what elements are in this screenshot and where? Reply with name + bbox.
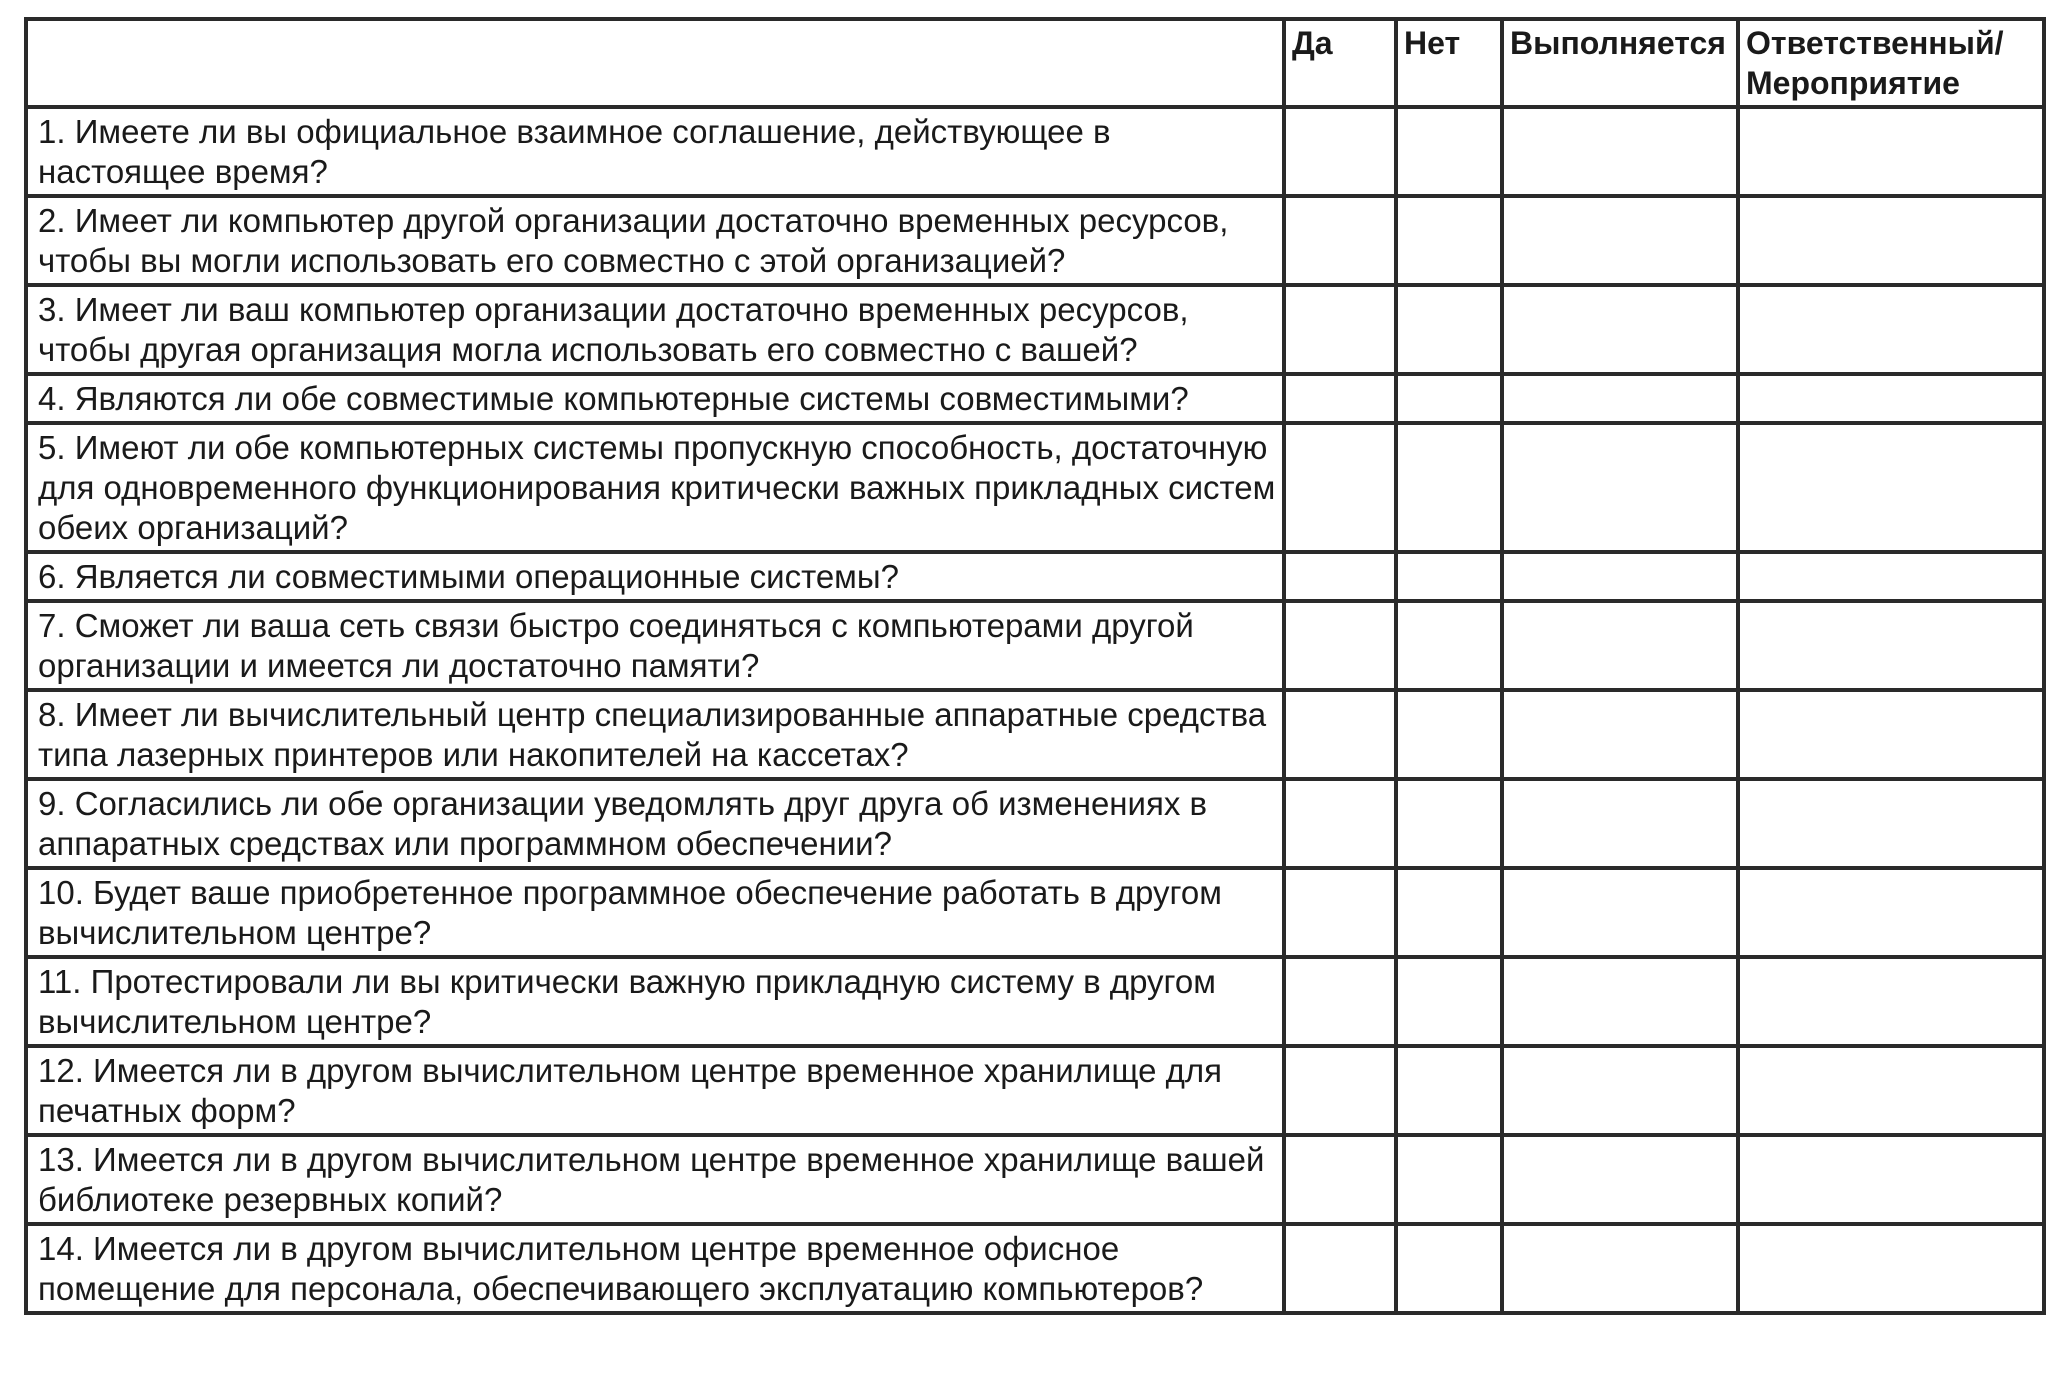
question-cell: 11. Протестировали ли вы критически важную прикладную систему в другом вычислительном центре? xyxy=(26,957,1284,1046)
no-cell[interactable] xyxy=(1396,374,1502,423)
table-row xyxy=(26,107,2044,196)
header-yes: Да xyxy=(1284,19,1396,107)
yes-cell[interactable] xyxy=(1284,423,1396,552)
question-cell: 14. Имеется ли в другом вычислительном центре временное офисное помещение для персонала, обеспечивающего эксплуатацию компьютеров? xyxy=(26,1224,1284,1313)
yes-cell[interactable] xyxy=(1284,196,1396,285)
table-row xyxy=(26,957,2044,1046)
no-cell[interactable] xyxy=(1396,196,1502,285)
table-row xyxy=(26,1224,2044,1313)
question-cell: 7. Сможет ли ваша сеть связи быстро соединяться с компьютерами другой организации и имеется ли достаточно памяти? xyxy=(26,601,1284,690)
responsible-cell[interactable] xyxy=(1738,868,2044,957)
no-cell[interactable] xyxy=(1396,1224,1502,1313)
table-row xyxy=(26,285,2044,374)
in-progress-cell[interactable] xyxy=(1502,1224,1738,1313)
question-cell: 2. Имеет ли компьютер другой организации достаточно временных ресурсов, чтобы вы могли использовать его совместно с этой организацией? xyxy=(26,196,1284,285)
responsible-cell[interactable] xyxy=(1738,285,2044,374)
in-progress-cell[interactable] xyxy=(1502,285,1738,374)
checklist-table xyxy=(24,17,2046,1315)
yes-cell[interactable] xyxy=(1284,1046,1396,1135)
in-progress-cell[interactable] xyxy=(1502,1135,1738,1224)
in-progress-cell[interactable] xyxy=(1502,868,1738,957)
yes-cell[interactable] xyxy=(1284,374,1396,423)
yes-cell[interactable] xyxy=(1284,957,1396,1046)
question-cell: 10. Будет ваше приобретенное программное обеспечение работать в другом вычислительном центре? xyxy=(26,868,1284,957)
responsible-cell[interactable] xyxy=(1738,196,2044,285)
question-cell: 1. Имеете ли вы официальное взаимное соглашение, действующее в настоящее время? xyxy=(26,107,1284,196)
in-progress-cell[interactable] xyxy=(1502,957,1738,1046)
no-cell[interactable] xyxy=(1396,552,1502,601)
no-cell[interactable] xyxy=(1396,1135,1502,1224)
responsible-cell[interactable] xyxy=(1738,1224,2044,1313)
no-cell[interactable] xyxy=(1396,601,1502,690)
responsible-cell[interactable] xyxy=(1738,423,2044,552)
no-cell[interactable] xyxy=(1396,423,1502,552)
no-cell[interactable] xyxy=(1396,779,1502,868)
yes-cell[interactable] xyxy=(1284,285,1396,374)
table-row xyxy=(26,601,2044,690)
responsible-cell[interactable] xyxy=(1738,690,2044,779)
table-row xyxy=(26,423,2044,552)
header-in-progress: Выполняется xyxy=(1502,19,1738,107)
header-question xyxy=(26,19,1284,107)
in-progress-cell[interactable] xyxy=(1502,374,1738,423)
question-cell: 8. Имеет ли вычислительный центр специализированные аппаратные средства типа лазерных принтеров или накопителей на кассетах? xyxy=(26,690,1284,779)
no-cell[interactable] xyxy=(1396,107,1502,196)
responsible-cell[interactable] xyxy=(1738,1135,2044,1224)
responsible-cell[interactable] xyxy=(1738,374,2044,423)
in-progress-cell[interactable] xyxy=(1502,601,1738,690)
yes-cell[interactable] xyxy=(1284,779,1396,868)
yes-cell[interactable] xyxy=(1284,1224,1396,1313)
no-cell[interactable] xyxy=(1396,1046,1502,1135)
no-cell[interactable] xyxy=(1396,285,1502,374)
no-cell[interactable] xyxy=(1396,868,1502,957)
question-cell: 9. Согласились ли обе организации уведомлять друг друга об изменениях в аппаратных средствах или программном обеспечении? xyxy=(26,779,1284,868)
table-row xyxy=(26,196,2044,285)
yes-cell[interactable] xyxy=(1284,690,1396,779)
table-row xyxy=(26,1135,2044,1224)
in-progress-cell[interactable] xyxy=(1502,552,1738,601)
in-progress-cell[interactable] xyxy=(1502,107,1738,196)
question-cell: 12. Имеется ли в другом вычислительном центре временное хранилище для печатных форм? xyxy=(26,1046,1284,1135)
table-row xyxy=(26,779,2044,868)
yes-cell[interactable] xyxy=(1284,552,1396,601)
table-row xyxy=(26,374,2044,423)
responsible-cell[interactable] xyxy=(1738,1046,2044,1135)
header-no: Нет xyxy=(1396,19,1502,107)
checklist-body xyxy=(26,107,2044,1313)
yes-cell[interactable] xyxy=(1284,107,1396,196)
yes-cell[interactable] xyxy=(1284,601,1396,690)
header-row xyxy=(26,19,2044,107)
no-cell[interactable] xyxy=(1396,957,1502,1046)
header-responsible: Ответственный/ Мероприятие xyxy=(1738,19,2044,107)
yes-cell[interactable] xyxy=(1284,868,1396,957)
table-row xyxy=(26,690,2044,779)
table-row xyxy=(26,552,2044,601)
in-progress-cell[interactable] xyxy=(1502,423,1738,552)
in-progress-cell[interactable] xyxy=(1502,779,1738,868)
question-cell: 13. Имеется ли в другом вычислительном центре временное хранилище вашей библиотеке резервных копий? xyxy=(26,1135,1284,1224)
responsible-cell[interactable] xyxy=(1738,552,2044,601)
responsible-cell[interactable] xyxy=(1738,779,2044,868)
in-progress-cell[interactable] xyxy=(1502,196,1738,285)
no-cell[interactable] xyxy=(1396,690,1502,779)
question-cell: 5. Имеют ли обе компьютерных системы пропускную способность, достаточную для одновременного функционирования критически важных прикладных систем обеих организаций? xyxy=(26,423,1284,552)
yes-cell[interactable] xyxy=(1284,1135,1396,1224)
question-cell: 3. Имеет ли ваш компьютер организации достаточно временных ресурсов, чтобы другая организация могла использовать его совместно с вашей? xyxy=(26,285,1284,374)
question-cell: 4. Являются ли обе совместимые компьютерные системы совместимыми? xyxy=(26,374,1284,423)
table-row xyxy=(26,868,2044,957)
in-progress-cell[interactable] xyxy=(1502,1046,1738,1135)
responsible-cell[interactable] xyxy=(1738,107,2044,196)
responsible-cell[interactable] xyxy=(1738,601,2044,690)
table-row xyxy=(26,1046,2044,1135)
responsible-cell[interactable] xyxy=(1738,957,2044,1046)
question-cell: 6. Является ли совместимыми операционные системы? xyxy=(26,552,1284,601)
in-progress-cell[interactable] xyxy=(1502,690,1738,779)
